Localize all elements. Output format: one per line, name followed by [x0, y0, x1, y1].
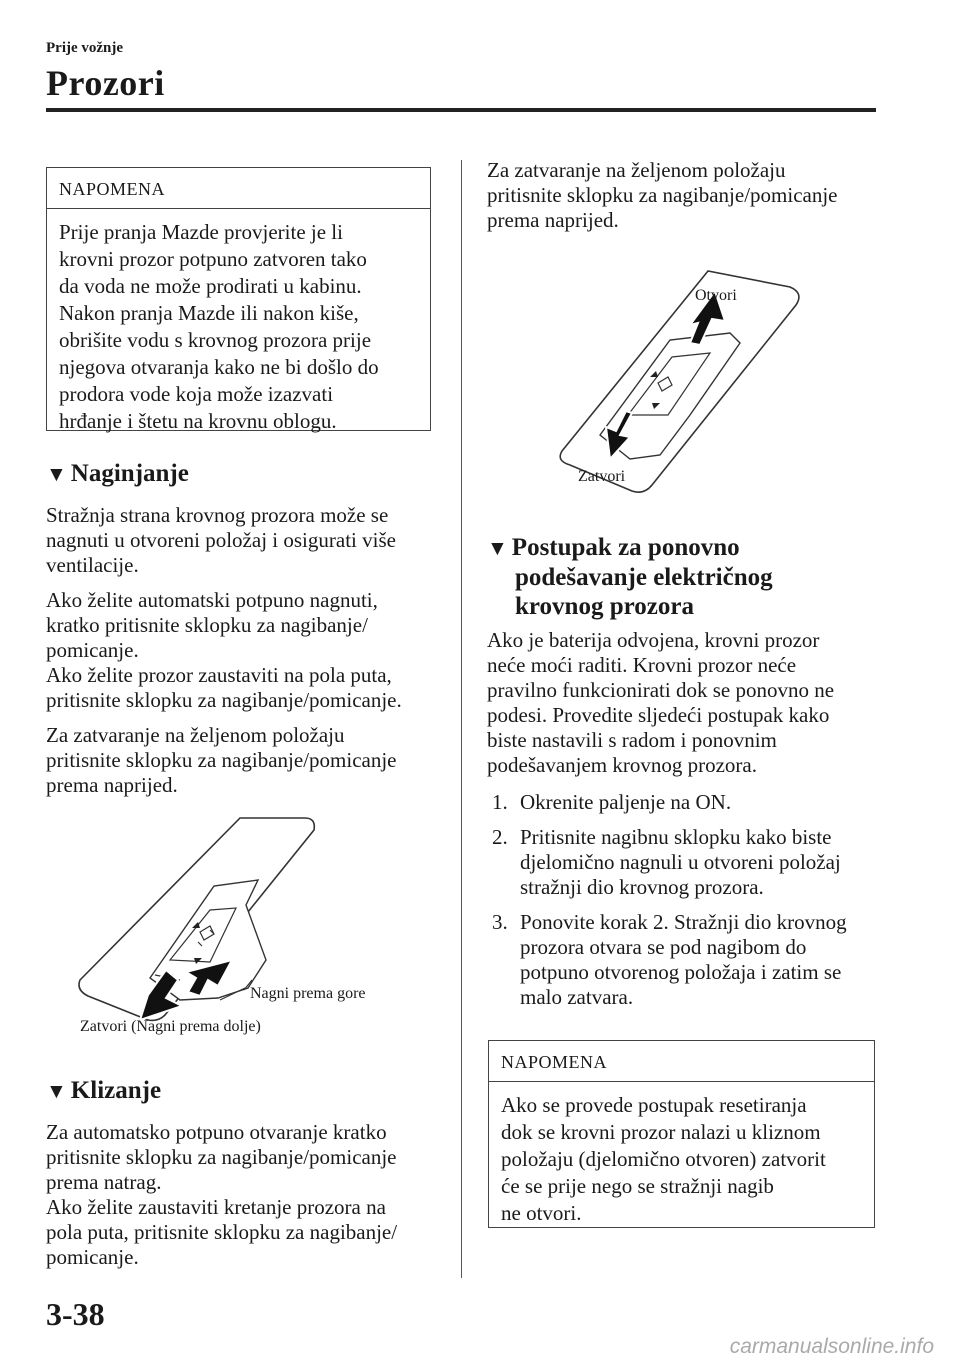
heading-text: podešavanje električnog — [515, 564, 773, 591]
note-line: hrđanje i štetu na krovnu oblogu. — [59, 409, 337, 433]
text-line: pomicanje. — [46, 638, 139, 662]
figure-label-tilt-down: Zatvori (Nagni prema dolje) — [80, 1018, 261, 1035]
note-box — [46, 167, 431, 431]
list-item — [492, 790, 887, 815]
note-title: NAPOMENA — [489, 1041, 874, 1082]
text-line: Ako želite prozor zaustaviti na pola puta, — [46, 663, 392, 687]
text-line: pola puta, pritisnite sklopku za nagibanje/ — [46, 1220, 398, 1244]
note-box — [488, 1040, 875, 1228]
note-line: će se prije nego se stražnji nagib — [501, 1174, 774, 1198]
figure-label-close: Zatvori — [578, 468, 626, 485]
text-line: stražnji dio krovnog prozora. — [520, 875, 764, 899]
text-line: Stražnja strana krovnog prozora može se — [46, 503, 389, 527]
list-item — [492, 825, 887, 900]
text-line: nagnuti u otvoreni položaj i osigurati više — [46, 528, 396, 552]
step-number: 1. — [492, 790, 508, 814]
text-line: prema naprijed. — [487, 208, 619, 232]
note-title: NAPOMENA — [47, 168, 430, 209]
text-line: Za zatvaranje na željenom položaju — [487, 158, 786, 182]
reset-steps-list — [492, 790, 887, 1020]
text-line: podešavanjem krovnog prozora. — [487, 753, 757, 777]
page-title: Prozori — [46, 63, 165, 103]
text-line: Okrenite paljenje na ON. — [520, 790, 732, 814]
tilt-switch-illustration — [60, 810, 460, 1045]
text-line: Ako želite zaustaviti kretanje prozora na — [46, 1195, 386, 1219]
text-line: Ako je baterija odvojena, krovni prozor — [487, 628, 820, 652]
column-divider — [461, 160, 462, 1278]
note-text — [47, 209, 430, 445]
heading-slide — [46, 1076, 161, 1106]
note-line: da voda ne može prodirati u kabinu. — [59, 274, 362, 298]
heading-text: krovnog prozora — [515, 593, 694, 620]
figure-label-open: Otvori — [695, 287, 737, 304]
note-line: prodora vode koja može izazvati — [59, 382, 334, 406]
heading-text: Naginjanje — [70, 460, 189, 487]
slide-paragraph — [46, 1120, 456, 1270]
text-line: prema naprijed. — [46, 773, 178, 797]
watermark: carmanualsonline.info — [729, 1335, 934, 1358]
text-line: pomicanje. — [46, 1245, 139, 1269]
text-line: Ponovite korak 2. Stražnji dio krovnog — [520, 910, 847, 934]
triangle-marker-icon: ▼ — [46, 1079, 67, 1103]
note-line: njegova otvaranja kako ne bi došlo do — [59, 355, 379, 379]
text-line: Ako želite automatski potpuno nagnuti, — [46, 588, 378, 612]
title-rule — [46, 108, 876, 112]
note-text — [489, 1082, 874, 1237]
triangle-marker-icon: ▼ — [46, 462, 67, 486]
text-line: pritisnite sklopku za nagibanje/pomicanje — [46, 1145, 397, 1169]
text-line: podesi. Provedite sljedeći postupak kako — [487, 703, 830, 727]
text-line: ventilacije. — [46, 553, 139, 577]
text-line: pritisnite sklopku za nagibanje/pomicanje. — [46, 688, 402, 712]
tilt-paragraphs — [46, 503, 456, 798]
tilt-switch-figure — [60, 810, 460, 1045]
text-line: Za zatvaranje na željenom položaju — [46, 723, 345, 747]
step-number: 2. — [492, 825, 508, 849]
heading-text: Klizanje — [70, 1077, 162, 1104]
right-intro-paragraph — [487, 158, 887, 233]
text-line: kratko pritisnite sklopku za nagibanje/ — [46, 613, 368, 637]
heading-tilt — [46, 459, 189, 489]
slide-switch-figure — [540, 265, 810, 500]
note-line: krovni prozor potpuno zatvoren tako — [59, 247, 367, 271]
note-line: dok se krovni prozor nalazi u kliznom — [501, 1120, 821, 1144]
text-line: pravilno funkcionirati dok se ponovno ne — [487, 678, 835, 702]
text-line: djelomično nagnuli u otvoreni položaj — [520, 850, 841, 874]
note-line: obrišite vodu s krovnog prozora prije — [59, 328, 372, 352]
list-item — [492, 910, 887, 1010]
figure-label-tilt-up: Nagni prema gore — [250, 985, 366, 1002]
slide-switch-illustration — [540, 265, 810, 500]
note-line: položaju (djelomično otvoren) zatvorit — [501, 1147, 826, 1171]
heading-text: Postupak za ponovno — [511, 534, 740, 561]
text-line: Za automatsko potpuno otvaranje kratko — [46, 1120, 387, 1144]
note-line: ne otvori. — [501, 1201, 582, 1225]
text-line: Pritisnite nagibnu sklopku kako biste — [520, 825, 832, 849]
page-number: 3-38 — [46, 1296, 105, 1332]
text-line: prema natrag. — [46, 1170, 162, 1194]
step-number: 3. — [492, 910, 508, 934]
text-line: pritisnite sklopku za nagibanje/pomicanje — [46, 748, 397, 772]
reset-paragraph — [487, 628, 887, 778]
heading-reset — [487, 533, 773, 621]
text-line: biste nastavili s radom i ponovnim — [487, 728, 777, 752]
triangle-marker-icon: ▼ — [487, 536, 508, 560]
text-line: neće moći raditi. Krovni prozor neće — [487, 653, 797, 677]
text-line: malo zatvara. — [520, 985, 634, 1009]
text-line: potpuno otvorenog položaja i zatim se — [520, 960, 842, 984]
section-label: Prije vožnje — [46, 40, 124, 56]
text-line: pritisnite sklopku za nagibanje/pomicanje — [487, 183, 838, 207]
note-line: Ako se provede postupak resetiranja — [501, 1093, 807, 1117]
text-line: prozora otvara se pod nagibom do — [520, 935, 807, 959]
note-line: Nakon pranja Mazde ili nakon kiše, — [59, 301, 359, 325]
note-line: Prije pranja Mazde provjerite je li — [59, 220, 343, 244]
